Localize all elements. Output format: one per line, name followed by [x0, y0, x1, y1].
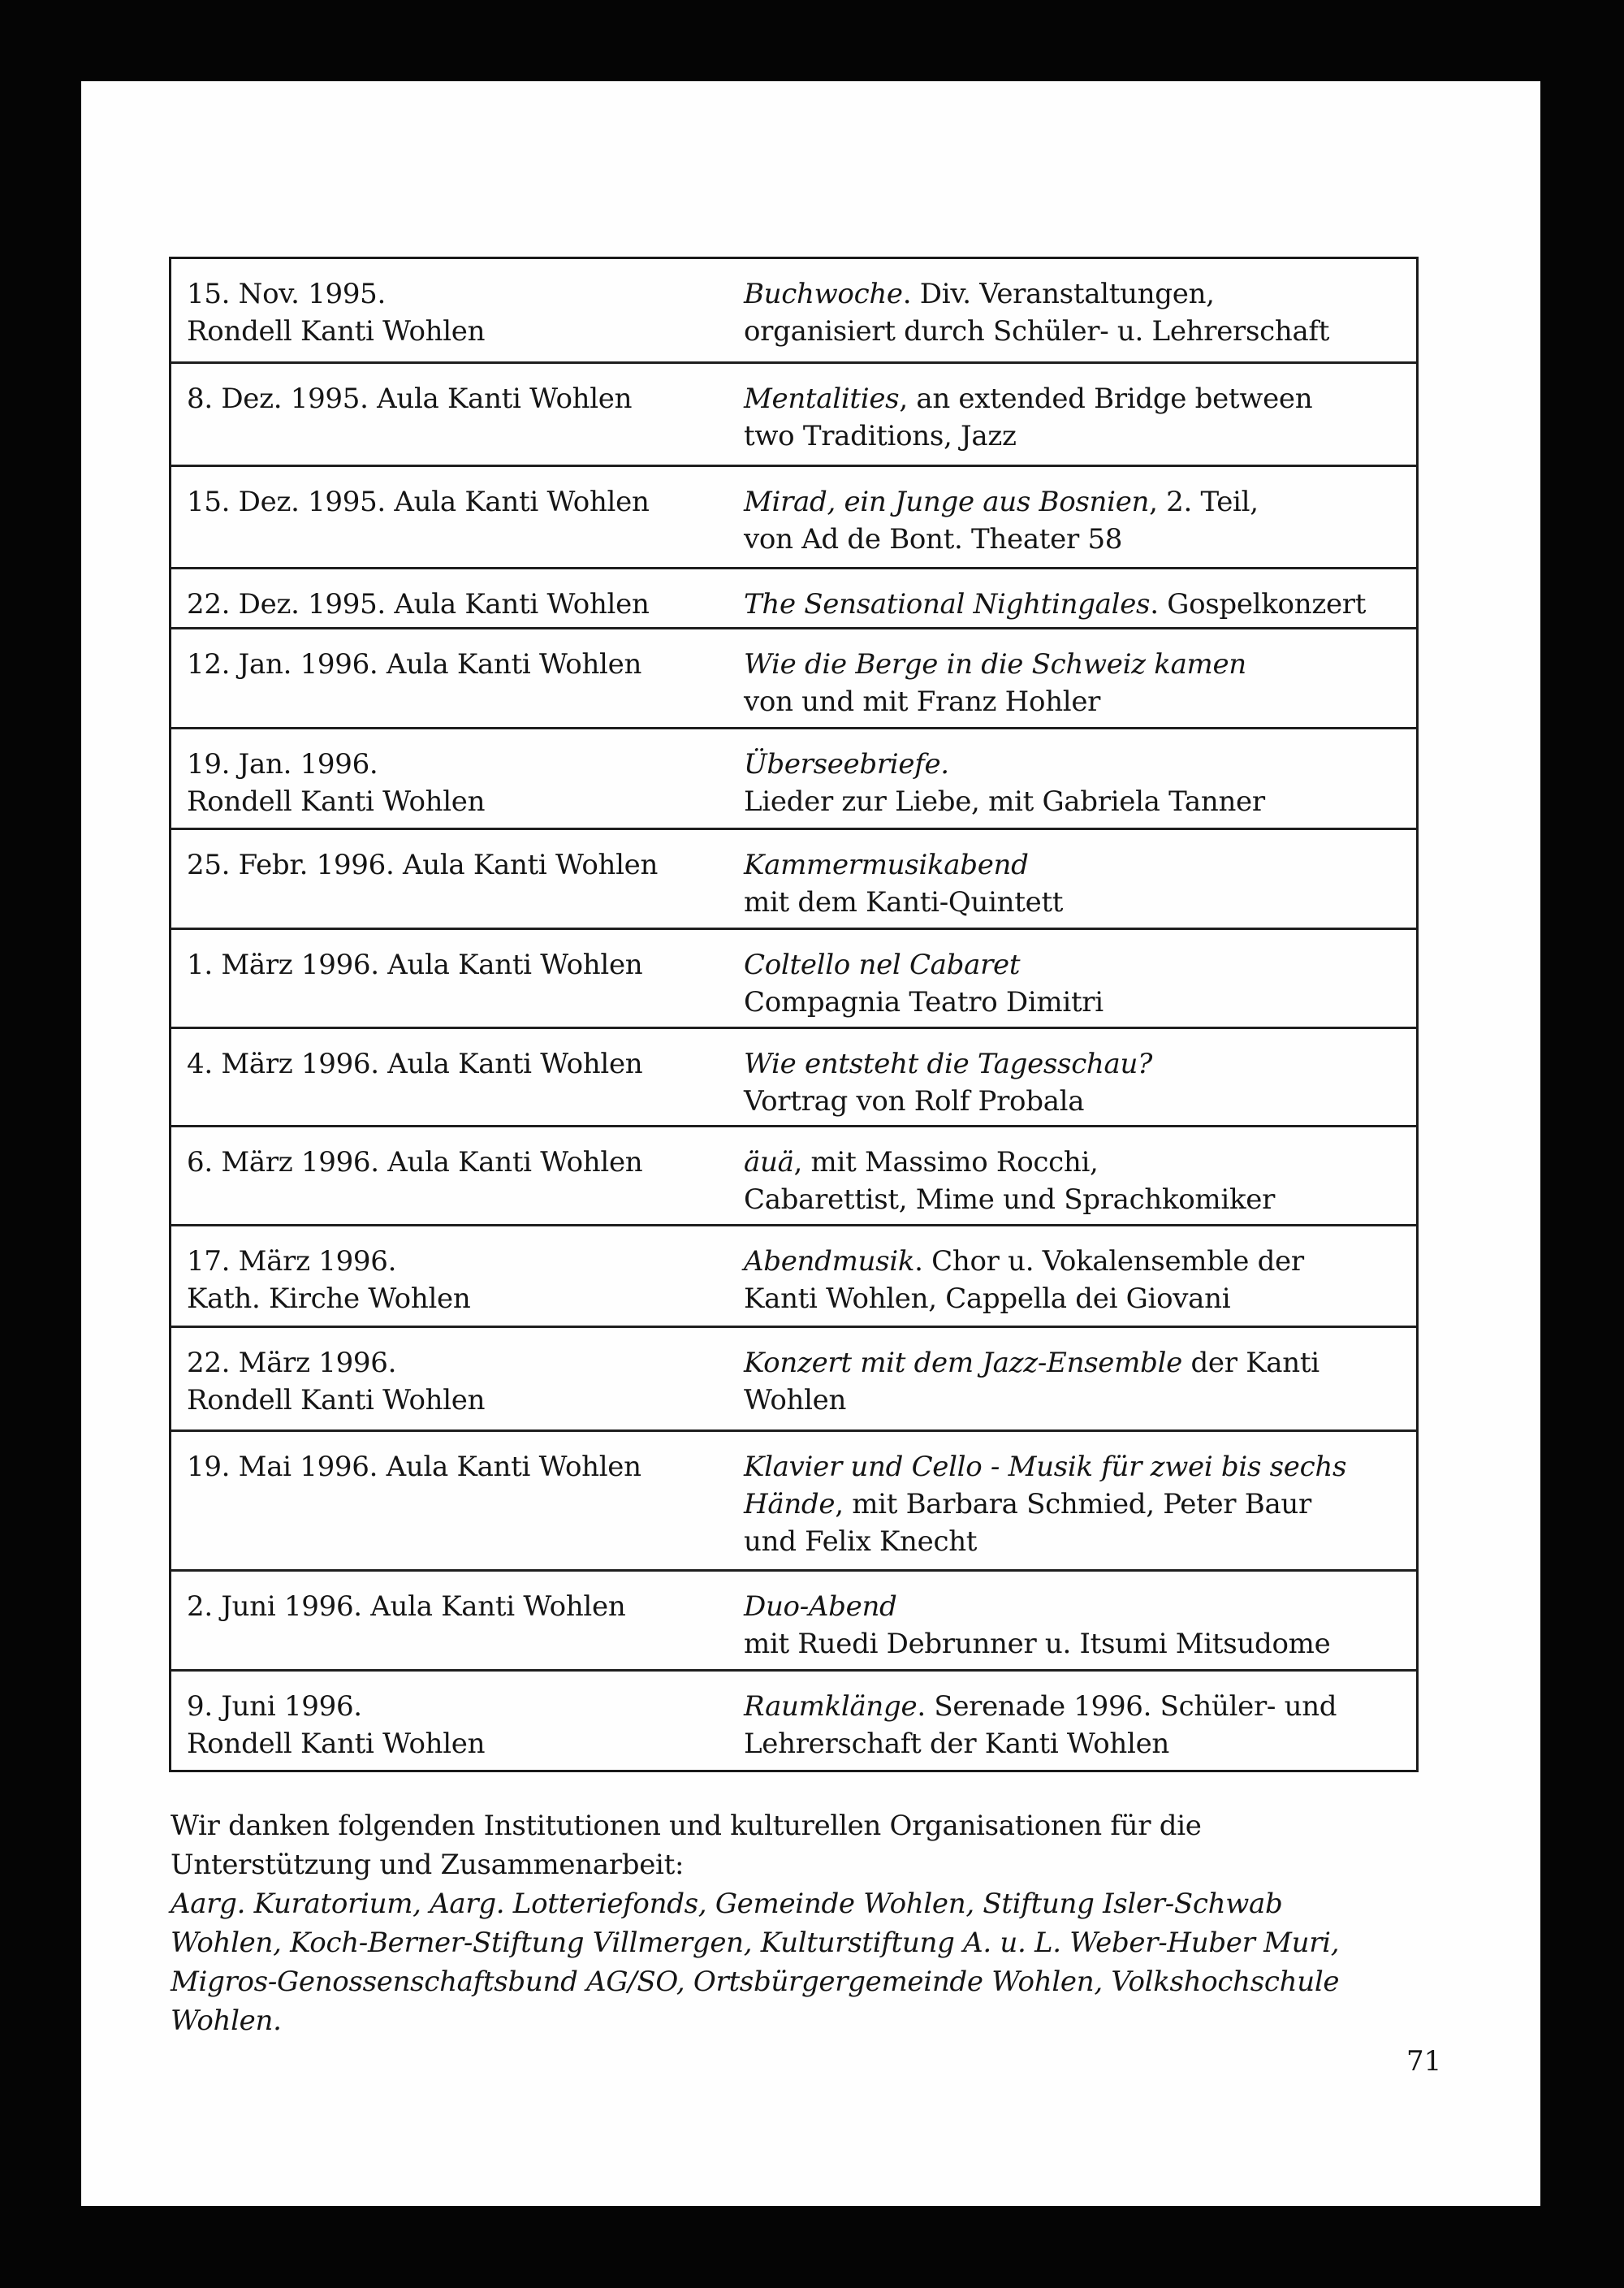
event-description-line: [744, 1382, 1416, 1419]
date-venue-line: Rondell Kanti Wohlen: [187, 1384, 486, 1416]
event-detail: , mit Barbara Schmied, Peter Baur: [835, 1488, 1311, 1520]
event-detail: mit dem Kanti-Quintett: [744, 886, 1064, 919]
event-detail: Lieder zur Liebe, mit Gabriela Tanner: [744, 785, 1265, 818]
event-description-line: [744, 683, 1416, 720]
event-detail: two Traditions, Jazz: [744, 420, 1017, 452]
event-detail: von Ad de Bont. Theater 58: [744, 523, 1123, 556]
event-description-line: [744, 1486, 1416, 1523]
table-row: [171, 727, 1416, 828]
table-row: [171, 627, 1416, 727]
acknowledgements: [171, 1806, 1437, 2040]
event-detail: , an extended Bridge between: [899, 383, 1313, 415]
event-detail: und Felix Knecht: [744, 1525, 978, 1558]
event-description: [744, 1127, 1416, 1224]
event-date-venue: [171, 629, 744, 727]
document-page: [81, 81, 1540, 2206]
event-detail: . Serenade 1996. Schüler- und: [917, 1690, 1337, 1723]
event-date-venue: [171, 1127, 744, 1224]
event-title: Hände: [744, 1488, 836, 1520]
event-description-line: [744, 1144, 1416, 1181]
date-venue-line: 12. Jan. 1996. Aula Kanti Wohlen: [187, 648, 642, 681]
date-venue-line: 22. März 1996.: [187, 1347, 397, 1379]
event-description-line: [744, 1523, 1416, 1560]
event-title: Coltello nel Cabaret: [744, 949, 1021, 981]
event-description: [744, 1328, 1416, 1429]
sponsor-line: Migros-Genossenschaftsbund AG/SO, Ortsbürgergemeinde Wohlen, Volkshochschule: [171, 1966, 1340, 1998]
event-description-line: [744, 1344, 1416, 1382]
event-title: Buchwoche: [744, 278, 903, 310]
table-row: [171, 1224, 1416, 1326]
events-table: [169, 257, 1419, 1772]
sponsor-line: Wohlen.: [171, 2005, 282, 2037]
event-title: Wie entsteht die Tagesschau?: [744, 1048, 1153, 1080]
table-row: [171, 928, 1416, 1027]
date-venue-line: 9. Juni 1996.: [187, 1690, 362, 1723]
event-detail: Cabarettist, Mime und Sprachkomiker: [744, 1183, 1276, 1216]
event-description: [744, 467, 1416, 567]
event-detail: , mit Massimo Rocchi,: [793, 1146, 1099, 1179]
event-description-line: [744, 483, 1416, 521]
date-venue-line: Rondell Kanti Wohlen: [187, 785, 486, 818]
event-title: The Sensational Nightingales: [744, 588, 1151, 621]
date-venue-line: 1. März 1996. Aula Kanti Wohlen: [187, 949, 643, 981]
table-row: [171, 1669, 1416, 1770]
event-title: äuä: [744, 1146, 794, 1179]
event-description-line: [744, 1045, 1416, 1083]
event-detail: Vortrag von Rolf Probala: [744, 1085, 1085, 1118]
date-venue-line: 19. Jan. 1996.: [187, 748, 378, 781]
date-venue-line: 2. Juni 1996. Aula Kanti Wohlen: [187, 1590, 626, 1623]
event-description-line: [744, 275, 1416, 313]
event-description-line: [744, 417, 1416, 455]
event-description-line: [744, 1725, 1416, 1762]
event-detail: der Kanti: [1181, 1347, 1320, 1379]
table-row: [171, 465, 1416, 567]
event-title: Überseebriefe.: [744, 748, 949, 781]
event-description: [744, 1672, 1416, 1770]
page-number: 71: [1406, 2045, 1442, 2078]
event-description-line: [744, 946, 1416, 984]
event-title: Duo-Abend: [744, 1590, 897, 1623]
event-detail: . Gospelkonzert: [1150, 588, 1367, 621]
event-title: Mirad, ein Junge aus Bosnien: [744, 486, 1150, 518]
event-description-line: [744, 646, 1416, 683]
event-description-line: [744, 1083, 1416, 1120]
table-row: [171, 567, 1416, 627]
event-date-venue: [171, 1572, 744, 1669]
event-detail: organisiert durch Schüler- u. Lehrerschaft: [744, 315, 1330, 348]
event-description-line: [744, 783, 1416, 820]
event-description: [744, 1029, 1416, 1125]
table-row: [171, 1027, 1416, 1125]
event-description-line: [744, 1243, 1416, 1280]
event-detail: Compagnia Teatro Dimitri: [744, 986, 1104, 1019]
event-date-venue: [171, 1226, 744, 1326]
table-row: [171, 259, 1416, 361]
table-row: [171, 1429, 1416, 1569]
event-date-venue: [171, 1432, 744, 1569]
event-date-venue: [171, 930, 744, 1027]
event-description: [744, 1432, 1416, 1569]
date-venue-line: Rondell Kanti Wohlen: [187, 1728, 486, 1760]
event-detail: . Div. Veranstaltungen,: [902, 278, 1215, 310]
event-description-line: [744, 586, 1416, 623]
event-description: [744, 569, 1416, 627]
table-row: [171, 361, 1416, 465]
thanks-intro-line: Wir danken folgenden Institutionen und kulturellen Organisationen für die: [171, 1810, 1202, 1842]
event-date-venue: [171, 830, 744, 928]
event-description-line: [744, 1181, 1416, 1218]
event-description-line: [744, 1625, 1416, 1663]
event-detail: , 2. Teil,: [1149, 486, 1259, 518]
event-description-line: [744, 746, 1416, 783]
event-description-line: [744, 884, 1416, 921]
thanks-intro-line: Unterstützung und Zusammenarbeit:: [171, 1849, 685, 1881]
table-row: [171, 828, 1416, 928]
event-description-line: [744, 1588, 1416, 1625]
event-description-line: [744, 521, 1416, 558]
date-venue-line: 15. Dez. 1995. Aula Kanti Wohlen: [187, 486, 650, 518]
event-title: Klavier und Cello - Musik für zwei bis sechs: [744, 1451, 1347, 1483]
event-title: Konzert mit dem Jazz-Ensemble: [744, 1347, 1182, 1379]
event-detail: mit Ruedi Debrunner u. Itsumi Mitsudome: [744, 1628, 1331, 1660]
event-description: [744, 830, 1416, 928]
table-row: [171, 1326, 1416, 1429]
date-venue-line: 6. März 1996. Aula Kanti Wohlen: [187, 1146, 643, 1179]
date-venue-line: 22. Dez. 1995. Aula Kanti Wohlen: [187, 588, 650, 621]
date-venue-line: 19. Mai 1996. Aula Kanti Wohlen: [187, 1451, 641, 1483]
event-description: [744, 930, 1416, 1027]
event-date-venue: [171, 569, 744, 627]
event-date-venue: [171, 1672, 744, 1770]
event-description: [744, 629, 1416, 727]
event-date-venue: [171, 1328, 744, 1429]
event-description-line: [744, 984, 1416, 1021]
event-description-line: [744, 1688, 1416, 1725]
date-venue-line: 4. März 1996. Aula Kanti Wohlen: [187, 1048, 643, 1080]
date-venue-line: Rondell Kanti Wohlen: [187, 315, 486, 348]
event-title: Abendmusik: [744, 1245, 915, 1278]
event-detail: Kanti Wohlen, Cappella dei Giovani: [744, 1282, 1231, 1315]
event-title: Mentalities: [744, 383, 900, 415]
event-title: Raumklänge: [744, 1690, 918, 1723]
date-venue-line: 25. Febr. 1996. Aula Kanti Wohlen: [187, 849, 659, 881]
date-venue-line: 17. März 1996.: [187, 1245, 397, 1278]
event-description: [744, 1572, 1416, 1669]
event-date-venue: [171, 364, 744, 465]
table-row: [171, 1569, 1416, 1669]
event-date-venue: [171, 467, 744, 567]
event-title: Kammermusikabend: [744, 849, 1029, 881]
event-description: [744, 259, 1416, 361]
event-description: [744, 1226, 1416, 1326]
event-description-line: [744, 1280, 1416, 1317]
event-description-line: [744, 313, 1416, 350]
event-description-line: [744, 846, 1416, 884]
date-venue-line: 8. Dez. 1995. Aula Kanti Wohlen: [187, 383, 633, 415]
event-detail: . Chor u. Vokalensemble der: [914, 1245, 1304, 1278]
event-detail: Lehrerschaft der Kanti Wohlen: [744, 1728, 1169, 1760]
event-date-venue: [171, 729, 744, 828]
event-description-line: [744, 1448, 1416, 1486]
event-description: [744, 729, 1416, 828]
event-detail: von und mit Franz Hohler: [744, 686, 1101, 718]
event-date-venue: [171, 1029, 744, 1125]
table-row: [171, 1125, 1416, 1224]
sponsor-line: Wohlen, Koch-Berner-Stiftung Villmergen, Kulturstiftung A. u. L. Weber-Huber Muri,: [171, 1927, 1340, 1959]
event-date-venue: [171, 259, 744, 361]
event-description: [744, 364, 1416, 465]
event-title: Wie die Berge in die Schweiz kamen: [744, 648, 1246, 681]
sponsor-line: Aarg. Kuratorium, Aarg. Lotteriefonds, Gemeinde Wohlen, Stiftung Isler-Schwab: [171, 1888, 1283, 1920]
event-detail: Wohlen: [744, 1384, 847, 1416]
event-description-line: [744, 380, 1416, 417]
date-venue-line: 15. Nov. 1995.: [187, 278, 387, 310]
date-venue-line: Kath. Kirche Wohlen: [187, 1282, 471, 1315]
